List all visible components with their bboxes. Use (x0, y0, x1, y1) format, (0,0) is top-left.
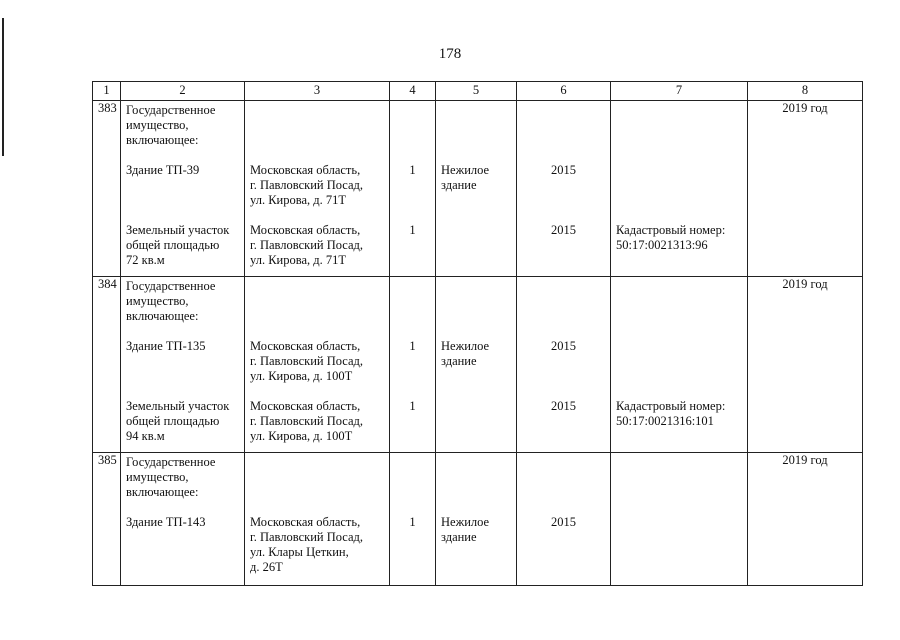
record-number: 384 (93, 277, 121, 453)
column-header: 5 (436, 82, 517, 101)
address-cell (245, 277, 390, 453)
spacer (441, 253, 511, 268)
spacer (616, 103, 742, 118)
object-type-line: Нежилое (441, 339, 490, 353)
spacer (441, 485, 511, 500)
scan-edge-line (2, 18, 4, 156)
spacer (126, 354, 239, 369)
spacer (522, 470, 605, 485)
address-line: г. Павловский Посад, (250, 238, 364, 252)
quantity-value: 1 (409, 399, 416, 413)
spacer (250, 485, 384, 500)
spacer (126, 545, 239, 560)
spacer (522, 294, 605, 309)
spacer (250, 470, 384, 485)
cadastral-note-line: 50:17:0021313:96 (616, 238, 708, 252)
spacer (395, 429, 430, 444)
property-registry-table (92, 81, 863, 586)
spacer (395, 253, 430, 268)
spacer (616, 118, 742, 133)
spacer (395, 354, 430, 369)
spacer (126, 208, 239, 223)
note-cell (611, 277, 748, 453)
address-cell (245, 453, 390, 586)
spacer (250, 279, 384, 294)
spacer (250, 103, 384, 118)
spacer (250, 208, 384, 223)
spacer (441, 560, 511, 575)
object-name-line: 94 кв.м (126, 429, 165, 443)
cadastral-note-line: Кадастровый номер: (616, 223, 726, 237)
spacer (126, 178, 239, 193)
spacer (441, 103, 511, 118)
spacer (522, 545, 605, 560)
spacer (395, 178, 430, 193)
spacer (395, 384, 430, 399)
record-title-line: включающее: (126, 485, 199, 499)
spacer (395, 324, 430, 339)
spacer (395, 414, 430, 429)
record-title-line: Государственное (126, 455, 216, 469)
object-name-line: Здание ТП-143 (126, 515, 206, 529)
spacer (522, 253, 605, 268)
object-name-line: Земельный участок (126, 223, 230, 237)
spacer (616, 253, 742, 268)
spacer (522, 118, 605, 133)
note-cell (611, 101, 748, 277)
spacer (522, 455, 605, 470)
spacer (441, 414, 511, 429)
record-title-line: Государственное (126, 279, 216, 293)
spacer (522, 279, 605, 294)
address-line: Московская область, (250, 515, 361, 529)
quantity-cell (390, 453, 436, 586)
object-type-cell (436, 277, 517, 453)
spacer (395, 369, 430, 384)
quantity-cell (390, 277, 436, 453)
object-type-line: Нежилое (441, 515, 490, 529)
spacer (395, 238, 430, 253)
spacer (616, 148, 742, 163)
spacer (395, 455, 430, 470)
column-header: 1 (93, 82, 121, 101)
address-line: г. Павловский Посад, (250, 178, 364, 192)
spacer (616, 560, 742, 575)
object-name-line: Земельный участок (126, 399, 230, 413)
spacer (126, 369, 239, 384)
spacer (441, 429, 511, 444)
cadastral-note-line: 50:17:0021316:101 (616, 414, 714, 428)
record-number: 385 (93, 453, 121, 586)
year-label-cell: 2019 год (748, 453, 863, 586)
quantity-value: 1 (409, 163, 416, 177)
spacer (250, 118, 384, 133)
spacer (522, 193, 605, 208)
spacer (395, 560, 430, 575)
spacer (616, 500, 742, 515)
year-cell (517, 277, 611, 453)
object-name-line: Здание ТП-39 (126, 163, 200, 177)
object-type-line: здание (441, 354, 477, 368)
year-value: 2015 (551, 399, 576, 413)
year-label-cell: 2019 год (748, 101, 863, 277)
spacer (441, 279, 511, 294)
spacer (395, 118, 430, 133)
record-title-line: включающее: (126, 133, 199, 147)
spacer (522, 103, 605, 118)
spacer (616, 530, 742, 545)
column-header: 7 (611, 82, 748, 101)
spacer (522, 309, 605, 324)
spacer (250, 384, 384, 399)
address-line: г. Павловский Посад, (250, 414, 364, 428)
spacer (522, 485, 605, 500)
record-title-line: имущество, (126, 294, 189, 308)
address-line: Московская область, (250, 223, 361, 237)
spacer (395, 545, 430, 560)
object-type-cell (436, 101, 517, 277)
spacer (126, 384, 239, 399)
spacer (126, 148, 239, 163)
spacer (522, 530, 605, 545)
note-cell (611, 453, 748, 586)
spacer (126, 560, 239, 575)
spacer (522, 500, 605, 515)
spacer (126, 500, 239, 515)
spacer (616, 470, 742, 485)
spacer (616, 193, 742, 208)
object-name-cell (121, 453, 245, 586)
spacer (395, 133, 430, 148)
spacer (616, 485, 742, 500)
spacer (522, 178, 605, 193)
spacer (522, 560, 605, 575)
spacer (395, 294, 430, 309)
spacer (250, 309, 384, 324)
address-line: ул. Кирова, д. 71Т (250, 193, 346, 207)
address-line: ул. Кирова, д. 100Т (250, 429, 353, 443)
spacer (616, 369, 742, 384)
table-row (93, 101, 863, 277)
table-header-row (93, 82, 863, 101)
spacer (441, 545, 511, 560)
spacer (522, 148, 605, 163)
address-line: ул. Клары Цеткин, (250, 545, 349, 559)
spacer (616, 279, 742, 294)
spacer (250, 148, 384, 163)
spacer (616, 163, 742, 178)
spacer (616, 324, 742, 339)
record-title-line: Государственное (126, 103, 216, 117)
spacer (395, 148, 430, 163)
spacer (441, 500, 511, 515)
page-number: 178 (438, 46, 462, 62)
column-header: 3 (245, 82, 390, 101)
column-header: 2 (121, 82, 245, 101)
spacer (616, 515, 742, 530)
table-row (93, 277, 863, 453)
object-name-line: общей площадью (126, 238, 220, 252)
spacer (441, 470, 511, 485)
address-line: д. 26Т (250, 560, 283, 574)
year-value: 2015 (551, 339, 576, 353)
spacer (522, 208, 605, 223)
object-type-line: здание (441, 530, 477, 544)
address-line: г. Павловский Посад, (250, 530, 364, 544)
spacer (395, 193, 430, 208)
spacer (522, 133, 605, 148)
record-title-line: имущество, (126, 118, 189, 132)
object-name-line: общей площадью (126, 414, 220, 428)
object-type-line: здание (441, 178, 477, 192)
column-header: 8 (748, 82, 863, 101)
record-title-line: имущество, (126, 470, 189, 484)
spacer (522, 238, 605, 253)
spacer (441, 148, 511, 163)
spacer (441, 238, 511, 253)
address-line: Московская область, (250, 339, 361, 353)
spacer (395, 103, 430, 118)
spacer (126, 193, 239, 208)
address-line: ул. Кирова, д. 71Т (250, 253, 346, 267)
spacer (522, 369, 605, 384)
year-value: 2015 (551, 515, 576, 529)
object-name-line: Здание ТП-135 (126, 339, 206, 353)
spacer (395, 470, 430, 485)
address-line: Московская область, (250, 399, 361, 413)
spacer (441, 369, 511, 384)
quantity-value: 1 (409, 223, 416, 237)
spacer (522, 324, 605, 339)
spacer (616, 178, 742, 193)
spacer (616, 133, 742, 148)
spacer (441, 309, 511, 324)
spacer (250, 500, 384, 515)
spacer (250, 324, 384, 339)
year-cell (517, 453, 611, 586)
object-name-cell (121, 277, 245, 453)
table-row (93, 453, 863, 586)
spacer (616, 354, 742, 369)
address-line: Московская область, (250, 163, 361, 177)
spacer (395, 530, 430, 545)
spacer (441, 118, 511, 133)
spacer (616, 384, 742, 399)
quantity-value: 1 (409, 515, 416, 529)
spacer (441, 324, 511, 339)
spacer (250, 294, 384, 309)
spacer (522, 414, 605, 429)
spacer (522, 354, 605, 369)
column-header: 6 (517, 82, 611, 101)
spacer (616, 455, 742, 470)
spacer (395, 500, 430, 515)
spacer (616, 545, 742, 560)
spacer (395, 309, 430, 324)
address-cell (245, 101, 390, 277)
object-name-line: 72 кв.м (126, 253, 165, 267)
spacer (441, 399, 511, 414)
spacer (250, 133, 384, 148)
spacer (441, 294, 511, 309)
spacer (441, 133, 511, 148)
year-cell (517, 101, 611, 277)
record-number: 383 (93, 101, 121, 277)
spacer (616, 309, 742, 324)
spacer (522, 429, 605, 444)
address-line: г. Павловский Посад, (250, 354, 364, 368)
spacer (250, 455, 384, 470)
spacer (441, 193, 511, 208)
spacer (441, 223, 511, 238)
spacer (441, 208, 511, 223)
spacer (616, 208, 742, 223)
spacer (395, 208, 430, 223)
spacer (395, 485, 430, 500)
cadastral-note-line: Кадастровый номер: (616, 399, 726, 413)
object-name-cell (121, 101, 245, 277)
spacer (441, 384, 511, 399)
object-type-line: Нежилое (441, 163, 490, 177)
record-title-line: включающее: (126, 309, 199, 323)
address-line: ул. Кирова, д. 100Т (250, 369, 353, 383)
year-value: 2015 (551, 163, 576, 177)
spacer (616, 339, 742, 354)
quantity-value: 1 (409, 339, 416, 353)
object-type-cell (436, 453, 517, 586)
spacer (616, 294, 742, 309)
spacer (126, 324, 239, 339)
spacer (441, 455, 511, 470)
spacer (616, 429, 742, 444)
year-value: 2015 (551, 223, 576, 237)
spacer (522, 384, 605, 399)
year-label-cell: 2019 год (748, 277, 863, 453)
column-header: 4 (390, 82, 436, 101)
quantity-cell (390, 101, 436, 277)
spacer (126, 530, 239, 545)
spacer (395, 279, 430, 294)
